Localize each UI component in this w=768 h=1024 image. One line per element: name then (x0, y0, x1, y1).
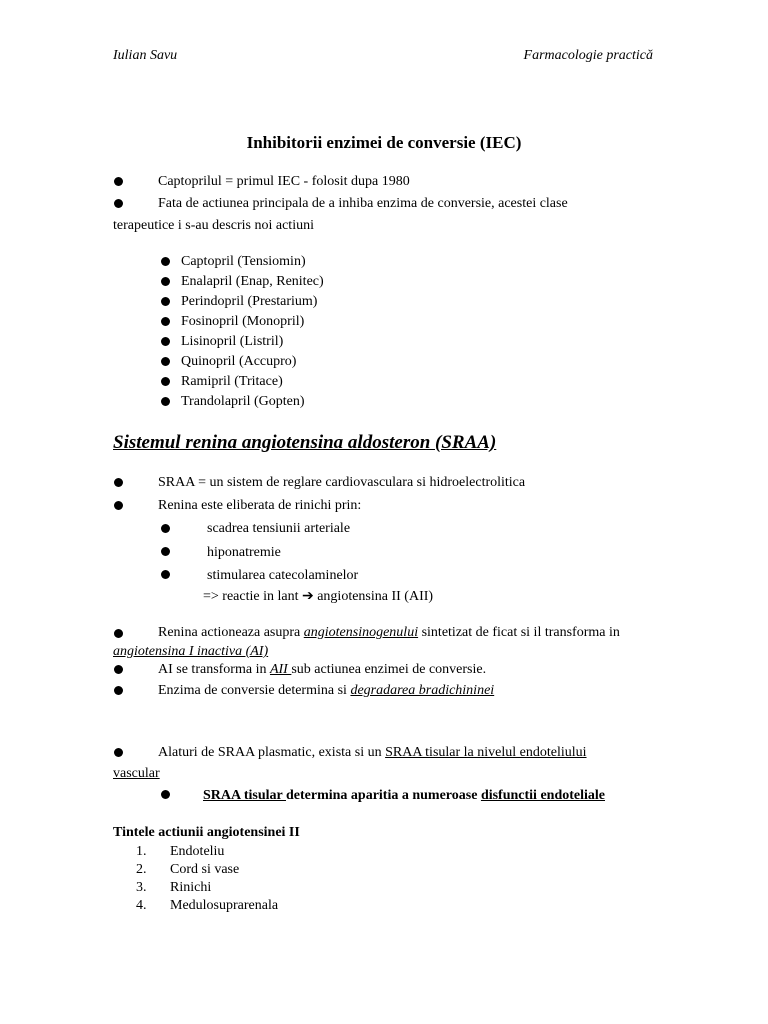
section-title: Sistemul renina angiotensina aldosteron (SRAA) (113, 432, 497, 453)
bullet-icon (161, 377, 170, 386)
endothelial-dysfunction: SRAA tisular determina aparitia a numeroase disfunctii endoteliale (203, 788, 605, 803)
reaction-chain (203, 588, 433, 605)
tissue-sraa-cont: vascular (113, 766, 160, 781)
aii-term: AII (269, 662, 292, 677)
renin-release: Renina este eliberata de rinichi prin: (158, 498, 362, 513)
bullet-icon (161, 524, 170, 533)
target-number: 2. (136, 862, 147, 877)
renin-action-product: angiotensina I inactiva (AI) (113, 644, 269, 659)
tissue-sraa-term: SRAA tisular la nivelul endoteliului (385, 745, 587, 760)
page-title: Inhibitorii enzimei de conversie (IEC) (246, 133, 522, 152)
drug-item: Trandolapril (Gopten) (181, 394, 305, 409)
chain-text: => reactie in lant (203, 589, 299, 604)
bullet-icon (161, 297, 170, 306)
target-number: 1. (136, 844, 147, 859)
bullet-icon (161, 547, 170, 556)
bullet-icon (114, 501, 123, 510)
bullet-icon (114, 177, 123, 186)
bullet-icon (161, 337, 170, 346)
drug-item: Lisinopril (Listril) (181, 334, 284, 349)
bullet-icon (114, 629, 123, 638)
header-book-title: Farmacologie practică (523, 48, 653, 63)
bullet-icon (114, 665, 123, 674)
angiotensinogen-term: angiotensinogenului (303, 625, 419, 640)
bullet-icon (161, 257, 170, 266)
drug-item: Quinopril (Accupro) (181, 354, 297, 369)
intro-line-1: Captoprilul = primul IEC - folosit dupa 1980 (158, 174, 410, 189)
ai-conversion: AI se transforma in AII sub actiunea enzimei de conversie. (158, 662, 487, 677)
cause-item: hiponatremie (207, 545, 281, 560)
renin-action: Renina actioneaza asupra angiotensinogenului sintetizat de ficat si il transforma in (158, 625, 620, 640)
bullet-icon (114, 199, 123, 208)
target-item: Cord si vase (170, 862, 240, 877)
target-item: Endoteliu (170, 844, 225, 859)
bullet-icon (161, 357, 170, 366)
intro-line-2a: Fata de actiunea principala de a inhiba enzima de conversie, acestei clase (158, 196, 568, 211)
targets-heading: Tintele actiunii angiotensinei II (113, 825, 300, 840)
target-number: 4. (136, 898, 147, 913)
intro-line-2b: terapeutice i s-au descris noi actiuni (113, 218, 314, 233)
target-number: 3. (136, 880, 147, 895)
target-item: Medulosuprarenala (170, 898, 279, 913)
bullet-icon (114, 686, 123, 695)
bradykinin-term: degradarea bradichininei (350, 683, 495, 698)
drug-item: Perindopril (Prestarium) (181, 294, 318, 309)
bullet-icon (161, 277, 170, 286)
drug-item: Ramipril (Tritace) (181, 374, 283, 389)
chain-end: angiotensina II (AII) (317, 589, 434, 604)
drug-item: Enalapril (Enap, Renitec) (181, 274, 324, 289)
cause-item: stimularea catecolaminelor (207, 568, 359, 583)
arrow-right-icon: ➔ (301, 589, 314, 604)
tissue-sraa: Alaturi de SRAA plasmatic, exista si un SRAA tisular la nivelul endoteliului (158, 745, 587, 760)
header-author: Iulian Savu (113, 48, 178, 63)
target-item: Rinichi (170, 880, 212, 895)
drug-item: Fosinopril (Monopril) (181, 314, 305, 329)
bullet-icon (161, 790, 170, 799)
bullet-icon (161, 317, 170, 326)
bullet-icon (114, 478, 123, 487)
bullet-icon (114, 748, 123, 757)
sraa-definition: SRAA = un sistem de reglare cardiovasculara si hidroelectrolitica (158, 475, 526, 490)
cause-item: scadrea tensiunii arteriale (207, 521, 351, 536)
bullet-icon (161, 397, 170, 406)
bullet-icon (161, 570, 170, 579)
bradykinin-line: Enzima de conversie determina si degradarea bradichininei (158, 683, 495, 698)
drug-item: Captopril (Tensiomin) (181, 254, 306, 269)
